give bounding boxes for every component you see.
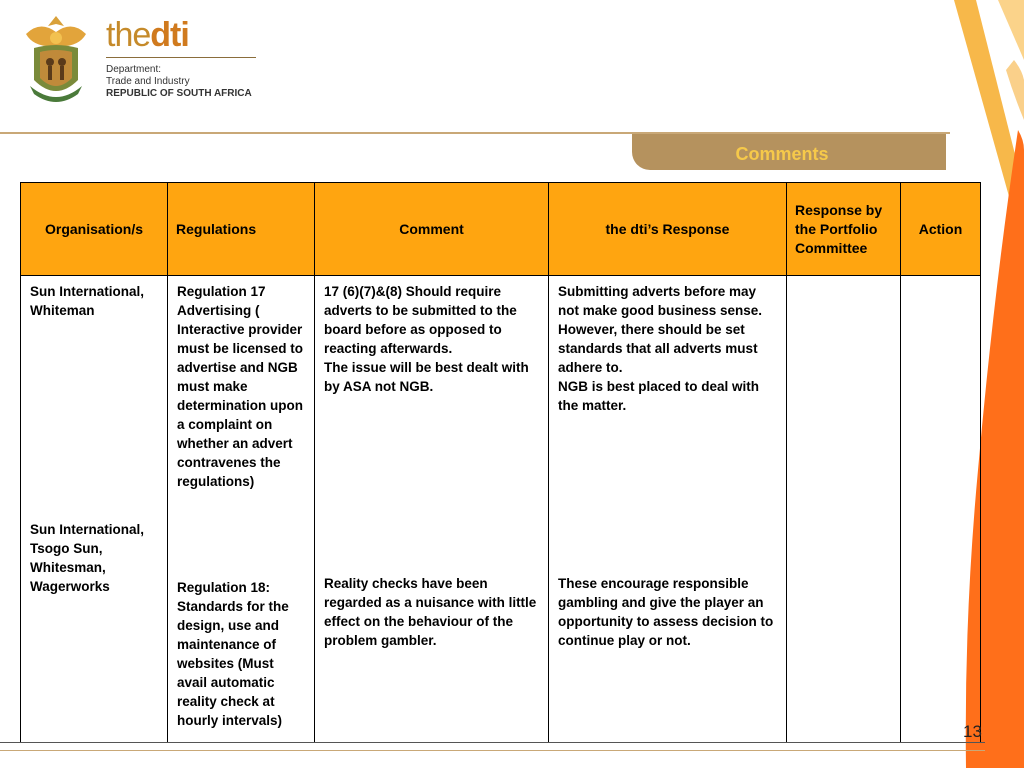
table-row [21, 276, 981, 567]
header-comment: Comment [315, 183, 549, 276]
cell-action [901, 566, 981, 743]
header-organisation: Organisation/s [21, 183, 168, 276]
regulation-text: Regulation 17 Advertising ( Interactive provider must be licensed to advertise and NGB must make determination upon a complaint on whether an advert contravenes the regulations) [177, 284, 304, 489]
comments-tab [632, 134, 946, 170]
cell-portfolio-response [787, 566, 901, 743]
footer-rule [0, 742, 985, 743]
brand-the: the [106, 16, 151, 54]
header-action: Action [901, 183, 981, 276]
comment-text: The issue will be best dealt with by ASA not NGB. [324, 360, 529, 394]
brand-wordmark [106, 16, 189, 55]
header-portfolio-response: Response by the Portfolio Committee [787, 183, 901, 276]
cell-comment [315, 566, 549, 743]
page-number: 13 [963, 722, 982, 741]
response-text: NGB is best placed to deal with the matter. [558, 379, 760, 413]
cell-action [901, 276, 981, 567]
coat-of-arms-icon [20, 12, 92, 108]
section-title: Comments [735, 144, 829, 164]
dept-line-2: Trade and Industry [106, 76, 190, 87]
cell-dti-response [549, 566, 787, 743]
light-gold-stripe [998, 0, 1024, 60]
brand-dti: dti [150, 16, 189, 54]
brand-divider [106, 57, 256, 58]
regulation-text: Regulation 18: Standards for the design, use and maintenance of websites (Must avail automatic reality check at hourly intervals) [177, 580, 289, 728]
header-regulations: Regulations [168, 183, 315, 276]
comments-table [20, 182, 981, 743]
response-text: These encourage responsible gambling and give the player an opportunity to assess decision to continue play or not. [558, 576, 774, 648]
cell-organisation [21, 522, 168, 743]
cell-comment [315, 276, 549, 567]
comment-text: 17 (6)(7)&(8) Should require adverts to be submitted to the board before as opposed to reacting afterwards. [324, 284, 517, 356]
department-text [106, 64, 252, 100]
comment-text: Reality checks have been regarded as a nuisance with little effect on the behaviour of the problem gambler. [324, 576, 537, 648]
cell-portfolio-response [787, 276, 901, 567]
pale-stripe [1006, 60, 1024, 120]
org-text: Sun International, Whiteman [30, 284, 145, 318]
cell-regulation [168, 276, 315, 567]
table-row [21, 566, 981, 743]
dti-logo [20, 10, 260, 110]
org-text: Sun International, Tsogo Sun, Whitesman, Wagerworks [30, 522, 145, 594]
dept-line-3: REPUBLIC OF SOUTH AFRICA [106, 88, 252, 99]
cell-regulation [168, 566, 315, 743]
header-dti-response: the dti’s Response [549, 183, 787, 276]
table-header-row [21, 183, 981, 276]
cell-dti-response [549, 276, 787, 567]
footer-rule-accent [0, 750, 985, 751]
dept-line-1: Department: [106, 64, 162, 75]
response-text: Submitting adverts before may not make good business sense. However, there should be set standards that all adverts must adhere to. [558, 284, 763, 375]
